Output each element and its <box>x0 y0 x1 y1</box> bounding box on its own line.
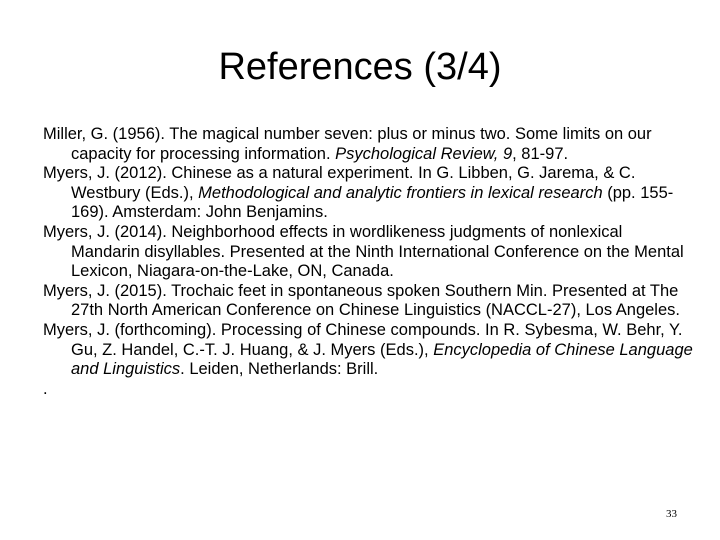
reference-entry <box>43 321 693 380</box>
reference-text: Myers, J. (forthcoming). Processing of Chinese compounds. In R. Sybesma, W. Behr, Y. Gu, Z. Handel, C.-T. J. Huang, & J. Myers (Eds.), <box>43 320 683 359</box>
reference-italic: Methodological and analytic frontiers in lexical research <box>198 183 603 202</box>
slide-title: References (3/4) <box>218 46 502 88</box>
page-number: 33 <box>666 508 677 520</box>
trailing-mark: . <box>43 379 48 398</box>
reference-text-end: , 81-97. <box>512 144 569 163</box>
reference-text: Miller, G. (1956). The magical number seven: plus or minus two. Some limits on our capacity for processing information. <box>43 125 652 163</box>
reference-italic: Psychological Review, 9 <box>335 144 513 163</box>
reference-text-end: . Leiden, Netherlands: Brill. <box>180 360 379 379</box>
reference-text: Myers, J. (2015). Trochaic feet in spontaneous spoken Southern Min. Presented at The 27th North American Conference on Chinese Linguistics (NACCL-27), Los Angeles. <box>43 281 680 320</box>
reference-entry <box>43 164 693 223</box>
reference-entry <box>43 282 693 321</box>
reference-text-end: (pp. 155-169). Amsterdam: John Benjamins. <box>71 183 674 222</box>
reference-entry <box>43 125 693 164</box>
reference-list <box>43 125 693 399</box>
reference-text: Myers, J. (2012). Chinese as a natural experiment. In G. Libben, G. Jarema, & C. Westbury (Eds.), <box>43 164 636 202</box>
reference-entry <box>43 223 693 282</box>
reference-text: Myers, J. (2014). Neighborhood effects in wordlikeness judgments of nonlexical Mandarin disyllables. Presented at the Ninth International Conference on the Mental Lexicon, Niagara-on-the-Lake, ON, Canada. <box>43 222 684 281</box>
reference-italic: Encyclopedia of Chinese Language and Linguistics <box>71 340 693 379</box>
